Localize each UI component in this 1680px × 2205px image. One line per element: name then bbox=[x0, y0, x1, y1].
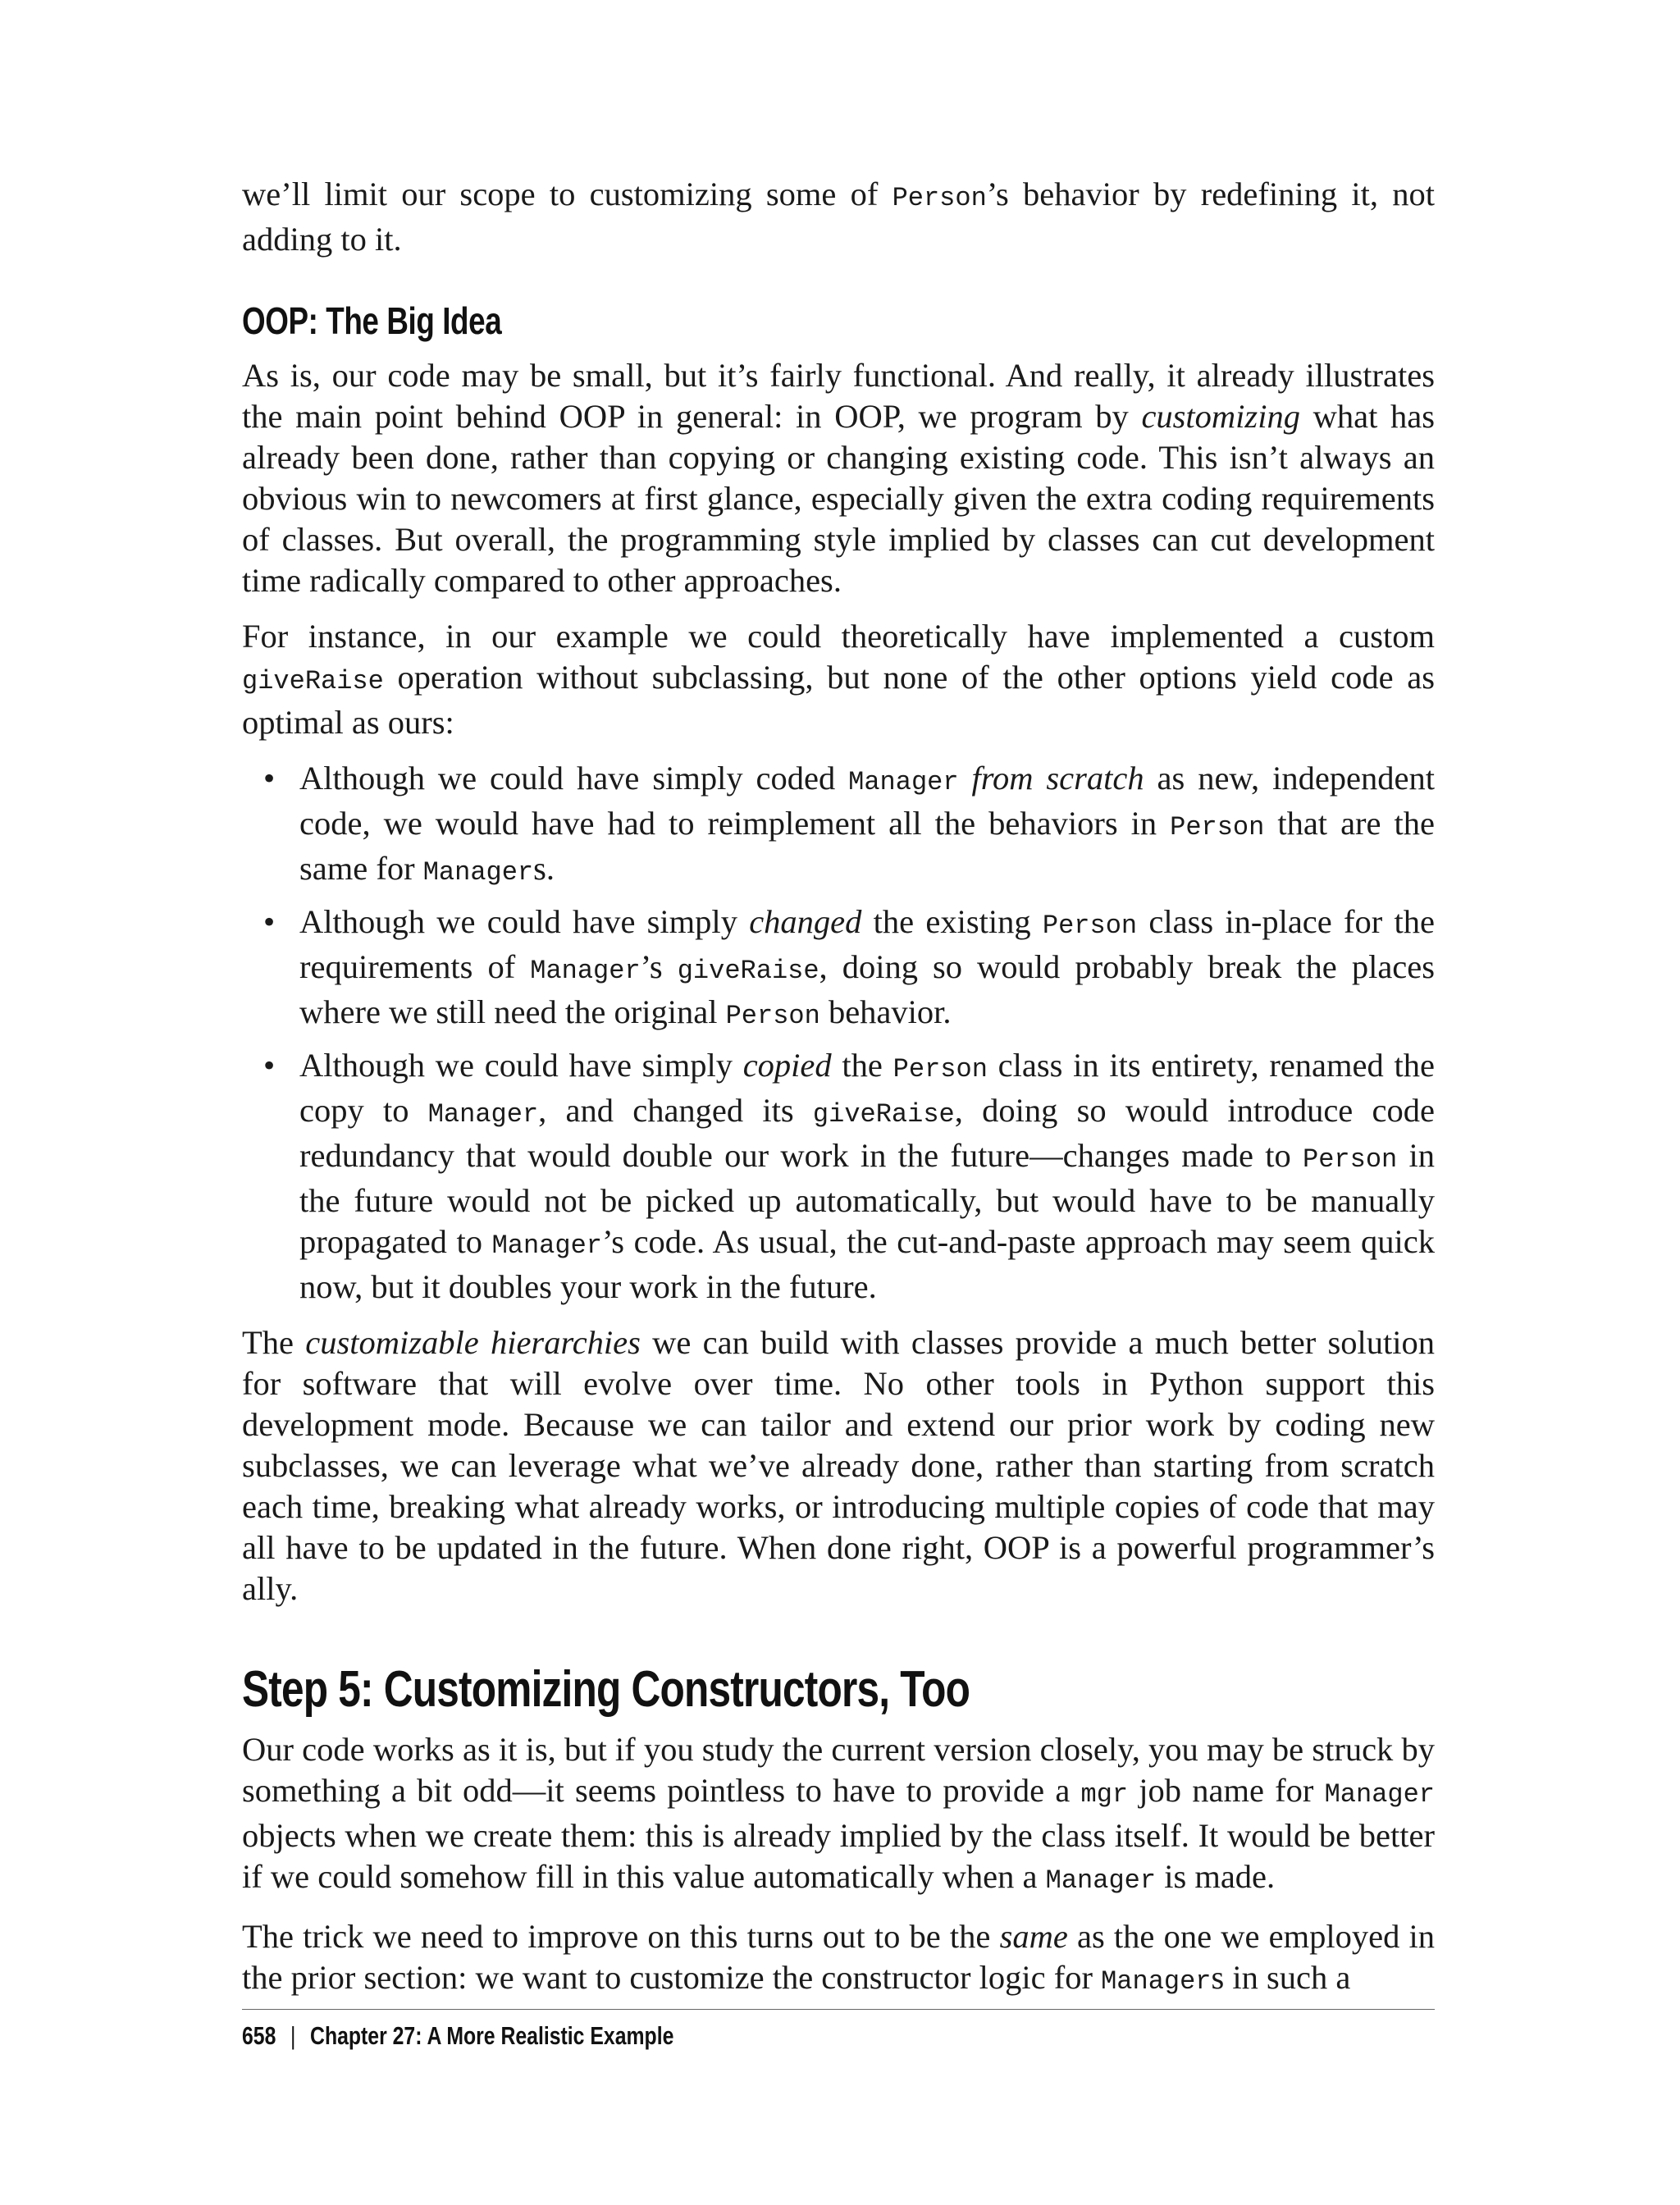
text: Although we could have simply bbox=[299, 903, 750, 940]
text: The trick we need to improve on this turns out to be the bbox=[242, 1918, 1000, 1955]
text: , doing so would probably break the places where we still need the original bbox=[299, 948, 1436, 1030]
text: the existing bbox=[861, 903, 1043, 940]
intro-paragraph bbox=[242, 174, 1435, 260]
text: The bbox=[242, 1324, 306, 1361]
emphasis: same bbox=[999, 1918, 1068, 1955]
chapter-title: Chapter 27: A More Realistic Example bbox=[310, 2021, 674, 2050]
oop-paragraph-1 bbox=[242, 355, 1435, 601]
text: For instance, in our example we could theoretically have implemented a custom bbox=[242, 618, 1435, 655]
code-giveraise: giveRaise bbox=[677, 956, 819, 986]
emphasis: copied bbox=[742, 1047, 832, 1084]
code-manager: Manager bbox=[422, 857, 534, 888]
section-heading-step5: Step 5: Customizing Constructors, Too bbox=[242, 1661, 970, 1718]
text: ’s code. As usual, the cut-and-paste approach may seem quick now, but it doubles your work in the future. bbox=[299, 1223, 1436, 1305]
code-person: Person bbox=[1042, 911, 1138, 941]
bullet-icon: • bbox=[263, 1047, 276, 1084]
list-item bbox=[242, 1045, 1435, 1308]
code-person: Person bbox=[1303, 1144, 1398, 1175]
bullet-icon: • bbox=[263, 903, 276, 940]
code-manager: Manager bbox=[848, 767, 959, 797]
text: as new, independent code, we would have had to reimplement all the behaviors in bbox=[299, 760, 1436, 842]
footer-separator: | bbox=[290, 2021, 296, 2050]
text: s in such a bbox=[1211, 1959, 1351, 1996]
text: we can build with classes provide a much better solution for software that will evolve over time. No other tools in Python support this development mode. Because we can tailor and extend our prior work by coding new subclasses, we can leverage what we’ve already done, rather than starting from scratch each time, breaking what already works, or introducing multiple copies of code that may all have to be updated in the future. When done right, OOP is a powerful programmer’s ally. bbox=[242, 1324, 1435, 1607]
emphasis: changed bbox=[749, 903, 862, 940]
text: class in-place for the requirements of bbox=[299, 903, 1435, 985]
code-manager: Manager bbox=[491, 1230, 602, 1261]
text: objects when we create them: this is already implied by the class itself. It would be better if we could somehow fill in this value automatically when a bbox=[242, 1817, 1435, 1895]
code-manager: Manager bbox=[1324, 1779, 1435, 1810]
text: class in its entirety, renamed the copy to bbox=[299, 1047, 1435, 1129]
code-manager: Manager bbox=[1045, 1865, 1157, 1896]
emphasis: customizable hierarchies bbox=[305, 1324, 641, 1361]
section-heading-oop: OOP: The Big Idea bbox=[242, 299, 502, 342]
step5-paragraph-2 bbox=[242, 1916, 1435, 2002]
footer-rule bbox=[242, 2009, 1435, 2010]
text: in the future would not be picked up automatically, but would have to be manually propagated to bbox=[299, 1137, 1435, 1260]
code-manager: Manager bbox=[530, 956, 641, 986]
emphasis: customizing bbox=[1141, 398, 1300, 435]
page-content bbox=[242, 174, 1435, 2017]
text: As is, our code may be small, but it’s fairly functional. And really, it already illustrates the main point behind OOP in general: in OOP, we program by bbox=[242, 357, 1435, 435]
text: , doing so would introduce code redundancy that would double our work in the future—changes made to bbox=[299, 1092, 1435, 1174]
code-person: Person bbox=[1170, 812, 1265, 842]
emphasis: from scratch bbox=[971, 760, 1144, 797]
text: , and changed its bbox=[538, 1092, 813, 1129]
oop-paragraph-2 bbox=[242, 616, 1435, 743]
text: job name for bbox=[1128, 1772, 1325, 1809]
code-giveraise: giveRaise bbox=[242, 666, 384, 696]
oop-paragraph-3 bbox=[242, 1322, 1435, 1609]
code-person: Person bbox=[892, 1054, 988, 1084]
page-footer bbox=[242, 2020, 673, 2052]
text: behavior. bbox=[819, 993, 952, 1030]
code-manager: Manager bbox=[1101, 1966, 1212, 1997]
text: as the one we employed in the prior section: we want to customize the constructor logic for bbox=[242, 1918, 1435, 1996]
list-item bbox=[242, 902, 1435, 1037]
code-manager: Manager bbox=[427, 1099, 539, 1130]
text: Although we could have simply bbox=[299, 1047, 743, 1084]
bullet-icon: • bbox=[263, 760, 276, 797]
text: ’s behavior by redefining it, not adding to it. bbox=[242, 176, 1436, 258]
text bbox=[959, 760, 972, 797]
page-number: 658 bbox=[242, 2021, 276, 2050]
code-giveraise: giveRaise bbox=[812, 1099, 955, 1130]
text: what has already been done, rather than copying or changing existing code. This isn’t always an obvious win to newcomers at first glance, especially given the extra coding requirements of classes. But overall, the programming style implied by classes can cut development time radically compared to other approaches. bbox=[242, 398, 1435, 599]
text: s. bbox=[533, 850, 555, 887]
code-person: Person bbox=[725, 1001, 820, 1031]
text: Although we could have simply coded bbox=[299, 760, 849, 797]
text: the bbox=[831, 1047, 893, 1084]
options-list bbox=[242, 758, 1435, 1308]
list-item bbox=[242, 758, 1435, 893]
text: Our code works as it is, but if you study the current version closely, you may be struck by something a bit odd—it seems pointless to have to provide a bbox=[242, 1731, 1435, 1809]
text: operation without subclassing, but none of the other options yield code as optimal as ours: bbox=[242, 659, 1435, 741]
code-person: Person bbox=[892, 183, 987, 213]
code-mgr: mgr bbox=[1080, 1779, 1129, 1810]
step5-paragraph-1 bbox=[242, 1729, 1435, 1901]
text: we’ll limit our scope to customizing some of bbox=[242, 176, 892, 212]
text: that are the same for bbox=[299, 805, 1435, 887]
text: ’s bbox=[640, 948, 678, 985]
text: is made. bbox=[1156, 1858, 1276, 1895]
